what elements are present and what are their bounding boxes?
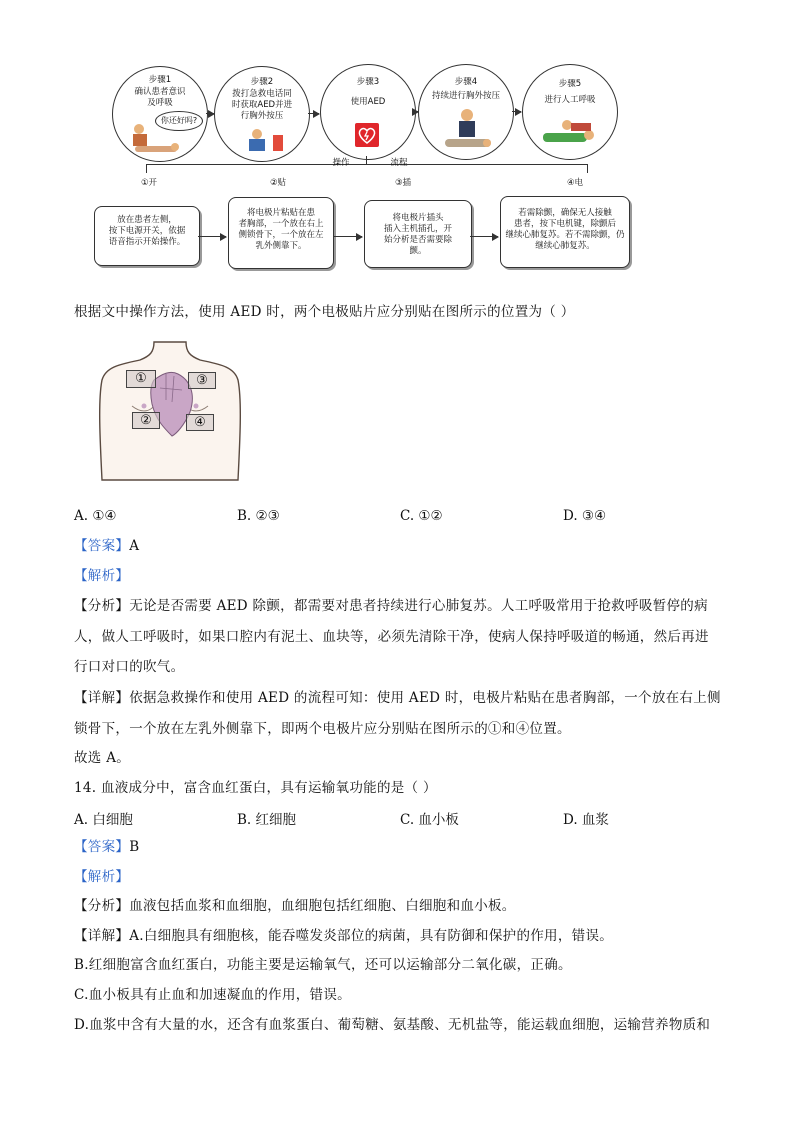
q13-answer-line [74, 536, 139, 556]
step1-text: 确认患者意识 及呼吸 [134, 87, 186, 108]
electrode-pad-1: ① [126, 370, 156, 388]
step4-circle [418, 64, 514, 160]
q14-detail-line-b: B.红细胞富含血红蛋白，功能主要是运输氧气，还可以运输部分二氧化碳，正确。 [74, 957, 572, 973]
q14-detail-line-d: D.血浆中含有大量的水，还含有血浆蛋白、葡萄糖、氨基酸、无机盐等，能运载血细胞，运输营养物质和 [74, 1017, 711, 1033]
step3-text: 使用AED [350, 97, 386, 107]
step2-text: 拨打急救电话同 时获取AED并进 行胸外按压 [231, 89, 293, 121]
xiangjie-tag: 【详解】 [74, 928, 130, 944]
flow-arrow [333, 236, 362, 237]
q13-xiangjie-line-2: 锁骨下，一个放在左乳外侧靠下，即两个电极片应分别贴在图所示的①和④位置。 [74, 721, 571, 737]
answer-tag: 【答案】 [74, 839, 130, 855]
aed-flowchart [0, 0, 800, 280]
q13-option-a: A. ①④ [74, 508, 117, 524]
flow-arrow [470, 236, 498, 237]
bracket-line [146, 164, 588, 173]
fenxi-tag: 【分析】 [74, 598, 130, 614]
cpr-illustration [439, 107, 495, 153]
q14-stem: 14. 血液成分中，富含血红蛋白，具有运输氧功能的是（ ） [74, 780, 437, 796]
q14-answer-value: B [129, 839, 140, 855]
step4-title: 步骤4 [454, 77, 478, 87]
q14-answer-line [74, 837, 139, 857]
electrode-pad-2: ② [132, 412, 160, 429]
step3-circle [320, 64, 416, 160]
op-label-3: ③插 [394, 178, 412, 188]
op-box-4-text: 若需除颤，确保无人接触 患者，按下电机键，除颤后 继续心肺复苏。若不需除颤，仍 继续心肺复苏。 [505, 208, 625, 251]
q13-option-d: D. ③④ [563, 508, 607, 524]
fenxi-text: 无论是否需要 AED 除颤，都需要对患者持续进行心肺复苏。人工呼吸常用于抢救呼吸暂停的病 [129, 598, 708, 614]
q13-answer-value: A [129, 538, 140, 554]
aed-logo-icon [355, 123, 379, 147]
q14-option-d: D. 血浆 [563, 812, 609, 828]
fenxi-text: 血液包括血浆和血细胞，血细胞包括红细胞、白细胞和血小板。 [129, 898, 516, 914]
q13-option-b: B. ②③ [237, 508, 280, 524]
flow-arrow [308, 113, 319, 114]
rescue-breath-illustration [537, 117, 603, 149]
q13-option-c: C. ①② [400, 508, 443, 524]
q13-fenxi-line-3: 行口对口的吹气。 [74, 659, 185, 675]
flow-arrow [414, 111, 418, 112]
electrode-pad-3: ③ [188, 372, 216, 389]
op-box-1-text: 放在患者左侧， 按下电源开关，依据 语音指示开始操作。 [108, 215, 186, 247]
bracket-label-process: 流程 [390, 158, 408, 168]
step5-text: 进行人工呼吸 [544, 95, 596, 105]
step2-title: 步骤2 [250, 77, 274, 87]
op-box-1 [94, 206, 200, 266]
step3-title: 步骤3 [356, 77, 380, 87]
op-label-4: ④电 [566, 178, 584, 188]
op-label-2: ②贴 [269, 178, 287, 188]
bracket-label-operation: 操作 [332, 158, 350, 168]
phone-call-illustration [239, 125, 289, 153]
q13-xiangjie-line-1 [74, 688, 721, 708]
step4-text: 持续进行胸外按压 [431, 91, 500, 101]
torso-diagram [92, 340, 248, 484]
q14-option-b: B. 红细胞 [237, 812, 297, 828]
op-box-2-text: 将电极片粘贴在患 者胸部，一个放在右上 侧锁骨下，一个放在左 乳外侧靠下。 [238, 208, 324, 251]
q13-stem: 根据文中操作方法，使用 AED 时，两个电极贴片应分别贴在图所示的位置为（ ） [74, 304, 575, 320]
op-box-2 [228, 197, 334, 269]
q14-analysis-tag: 【解析】 [74, 869, 130, 885]
q13-conclusion: 故选 A。 [74, 750, 131, 766]
q14-option-c: C. 血小板 [400, 812, 459, 828]
q13-analysis-tag: 【解析】 [74, 568, 130, 584]
flow-arrow [198, 236, 226, 237]
q13-fenxi-line-1 [74, 596, 708, 616]
flow-arrow [206, 113, 214, 114]
electrode-pad-4: ④ [186, 414, 214, 431]
xiangjie-tag: 【详解】 [74, 690, 130, 706]
xiangjie-text: A.白细胞具有细胞核，能吞噬发炎部位的病菌，具有防御和保护的作用，错误。 [129, 928, 614, 944]
torso-illustration [92, 340, 248, 484]
flow-arrow [512, 111, 521, 112]
bracket-center-tick [366, 156, 367, 165]
q14-fenxi-line [74, 896, 516, 916]
op-box-4 [500, 196, 630, 268]
answer-tag: 【答案】 [74, 538, 130, 554]
step5-title: 步骤5 [558, 79, 582, 89]
step5-circle [522, 64, 618, 160]
q14-detail-line-c: C.血小板具有止血和加速凝血的作用，错误。 [74, 987, 351, 1003]
speech-bubble: 你还好吗? [155, 111, 203, 131]
fenxi-tag: 【分析】 [74, 898, 130, 914]
xiangjie-text: 依据急救操作和使用 AED 的流程可知：使用 AED 时，电极片粘贴在患者胸部，一个放在右上侧 [129, 690, 721, 706]
step1-title: 步骤1 [148, 75, 172, 85]
op-box-3 [364, 200, 472, 268]
q14-xiangjie-line-1 [74, 926, 613, 946]
step1-circle [112, 66, 208, 162]
step2-circle [214, 66, 310, 162]
op-box-3-text: 将电极片插头 插入主机插孔，开 始分析是否需要除 颤。 [383, 213, 452, 256]
patient-check-illustration [125, 117, 185, 155]
q13-fenxi-line-2: 人，做人工呼吸时，如果口腔内有泥土、血块等，必须先清除干净，使病人保持呼吸道的畅通，然后再进 [74, 629, 709, 645]
q14-option-a: A. 白细胞 [74, 812, 133, 828]
op-label-1: ①开 [140, 178, 158, 188]
